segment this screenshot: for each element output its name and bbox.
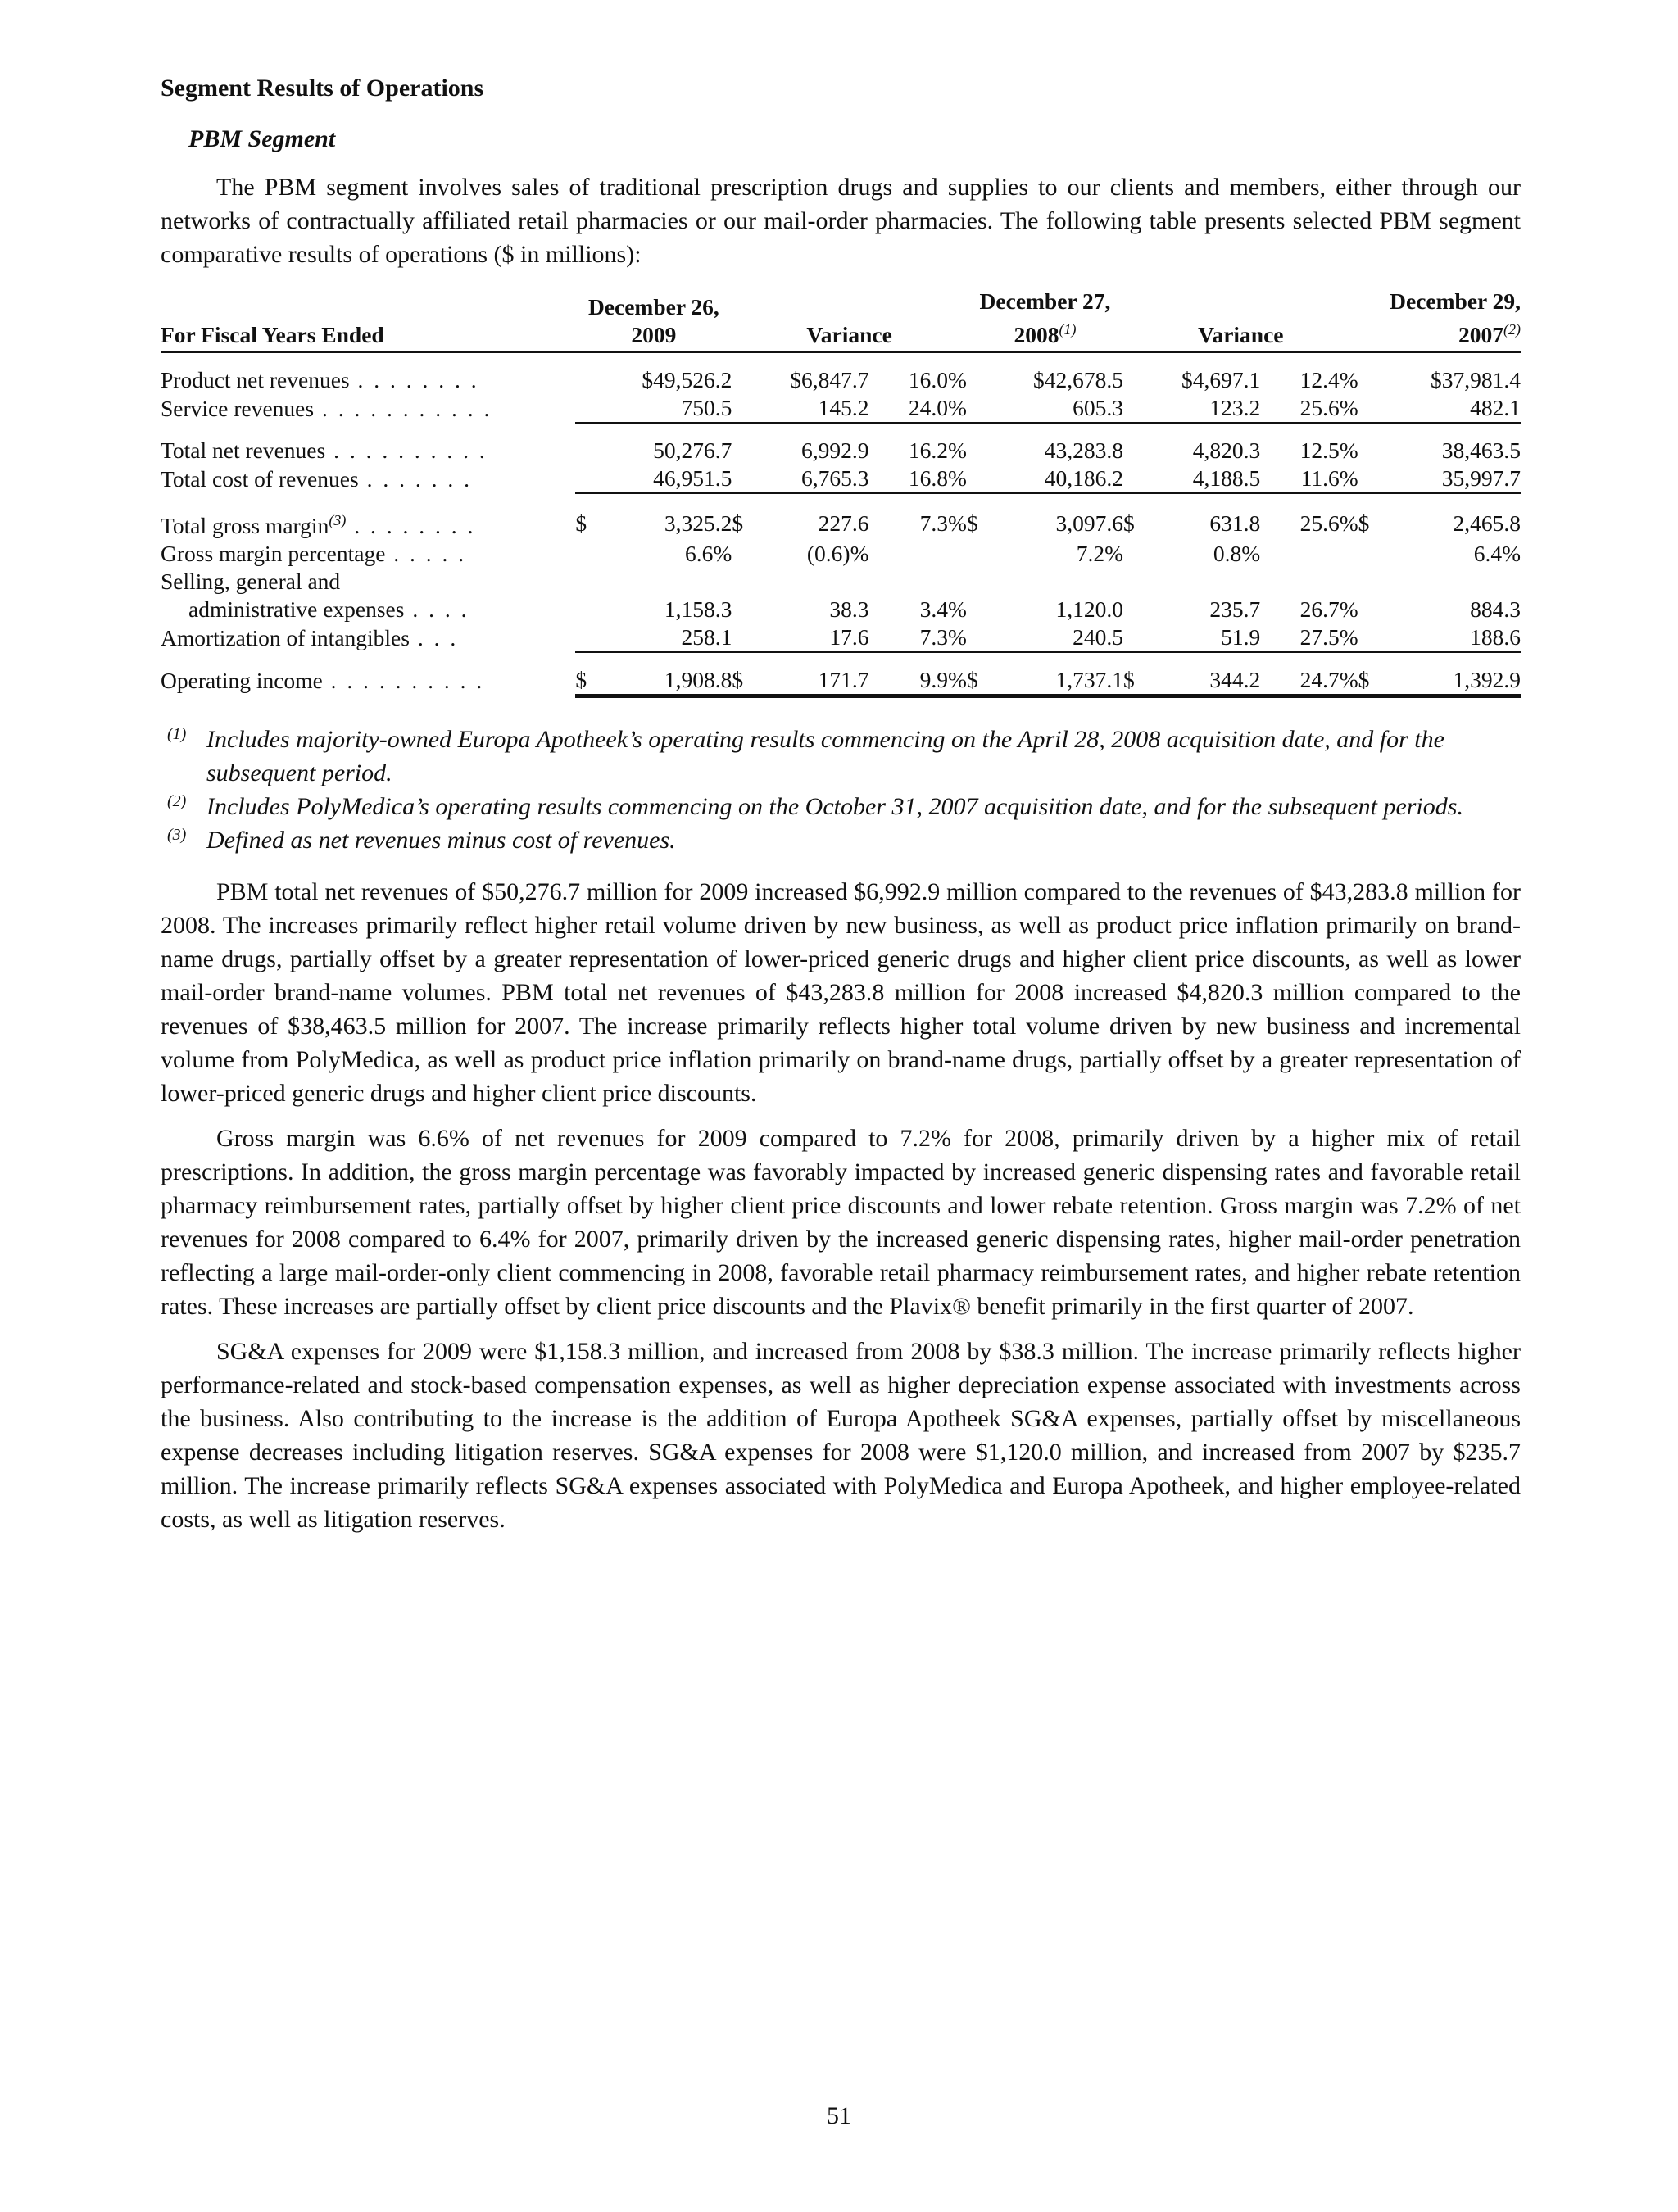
document-page (161, 72, 1521, 1536)
table-row-operating-income: Operating income . . . . . . . . . . $ 1,908.8 $ 171.7 9.9% $ 1,737.1 $ 344.2 24.7% $ 1,392.9 (161, 652, 1521, 696)
table-row-total-cost: Total cost of revenues . . . . . . . 46,951.5 6,765.3 16.8% 40,186.2 4,188.5 11.6% 35,997.7 (161, 465, 1521, 493)
table-row-amortization: Amortization of intangibles . . . 258.1 17.6 7.3% 240.5 51.9 27.5% 188.6 (161, 623, 1521, 652)
intro-paragraph: The PBM segment involves sales of traditional prescription drugs and supplies to our clients and members, either through our networks of contractually affiliated retail pharmacies or our mail-order pharmacies. The following table presents selected PBM segment comparative results of operations ($ in millions): (161, 174, 1521, 268)
footnote-1: (1) Includes majority-owned Europa Apotheek’s operating results commencing on the April 28, 2008 acquisition date, and for the subsequent period. (167, 725, 1444, 787)
table-row-sga: Selling, general and administrative expenses . . . . 1,158.3 38.3 3.4% 1,120.0 235.7 26.7% 884.3 (161, 569, 1521, 623)
footnote-2: (2) Includes PolyMedica’s operating results commencing on the October 31, 2007 acquisition date, and for the subsequent periods. (167, 792, 1463, 821)
section-title: Segment Results of Operations (161, 75, 484, 102)
header-variance-2: Variance (1123, 288, 1358, 352)
footnotes (161, 723, 1521, 857)
label-header: For Fiscal Years Ended (161, 288, 575, 352)
paragraph-sga: SG&A expenses for 2009 were $1,158.3 million, and increased from 2008 by $38.3 million. The increase primarily reflects higher performance-related and stock-based compensation expenses, as well as higher depreciation expense associated with investments across the business. Also contributing to the increase is the addition of Europa Apotheek SG&A expenses, partially offset by miscellaneous expense decreases including litigation reserves. SG&A expenses for 2008 were $1,120.0 million, and increased from 2007 by $235.7 million. The increase primarily reflects SG&A expenses associated with PolyMedica and Europa Apotheek, and higher employee-related costs, as well as litigation reserves. (161, 1338, 1521, 1534)
subsection-title: PBM Segment (188, 125, 336, 152)
table-row-gross-margin: Total gross margin$^{(3)}$ . . . . . . . . $ 3,325.2 $ 227.6 7.3% $ 3,097.6 $ 631.8 25.6% $ 2,465.8 (161, 510, 1521, 539)
pbm-results-table (161, 288, 1521, 698)
footnote-3: (3) Defined as net revenues minus cost of revenues. (167, 826, 676, 854)
paragraph-revenues: PBM total net revenues of $50,276.7 million for 2009 increased $6,992.9 million compared to the revenues of $43,283.8 million for 2008. The increases primarily reflect higher retail volume driven by new business, as well as product price inflation primarily on brand-name drugs, partially offset by a greater representation of lower-priced generic drugs and higher client price discounts, as well as lower mail-order brand-name volumes. PBM total net revenues of $43,283.8 million for 2008 increased $4,820.3 million compared to the revenues of $38,463.5 million for 2007. The increase primarily reflects higher total volume driven by new business and incremental volume from PolyMedica, as well as product price inflation primarily on brand-name drugs, partially offset by a greater representation of lower-priced generic drugs and higher client price discounts. (161, 878, 1521, 1108)
table-row-gross-margin-percentage: Gross margin percentage . . . . . 6.6% (0.6)% 7.2% 0.8% 6.4% (161, 541, 1521, 567)
header-2007: December 29, 2007$^{(2)}$ (1358, 288, 1521, 352)
table-row-total-net-revenues: Total net revenues . . . . . . . . . . 50,276.7 6,992.9 16.2% 43,283.8 4,820.3 12.5% 38,463.5 (161, 437, 1521, 464)
page-number: 51 (827, 2102, 851, 2129)
header-2009: December 26, 2009 (575, 288, 732, 352)
table-row-service-revenues: Service revenues . . . . . . . . . . . 750.5 145.2 24.0% 605.3 123.2 25.6% 482.1 (161, 394, 1521, 423)
table-row-product-revenues: Product net revenues . . . . . . . . $49,526.2 $6,847.7 16.0% $42,678.5 $4,697.1 12.4% $37,981.4 (161, 367, 1521, 393)
header-variance-1: Variance (732, 288, 967, 352)
table-header-row (161, 288, 1521, 352)
paragraph-gross-margin: Gross margin was 6.6% of net revenues for 2009 compared to 7.2% for 2008, primarily driven by a higher mix of retail prescriptions. In addition, the gross margin percentage was favorably impacted by increased generic dispensing rates and favorable retail pharmacy reimbursement rates, partially offset by higher client price discounts and lower rebate retention. Gross margin was 7.2% of net revenues for 2008 compared to 6.4% for 2007, primarily driven by the increased generic dispensing rates, higher mail-order penetration reflecting a large mail-order-only client commencing in 2008, favorable retail pharmacy reimbursement rates, and higher rebate retention rates. These increases are partially offset by client price discounts and the Plavix® benefit primarily in the first quarter of 2007. (161, 1125, 1521, 1321)
header-2008: December 27, 2008$^{(1)}$ (967, 288, 1123, 352)
